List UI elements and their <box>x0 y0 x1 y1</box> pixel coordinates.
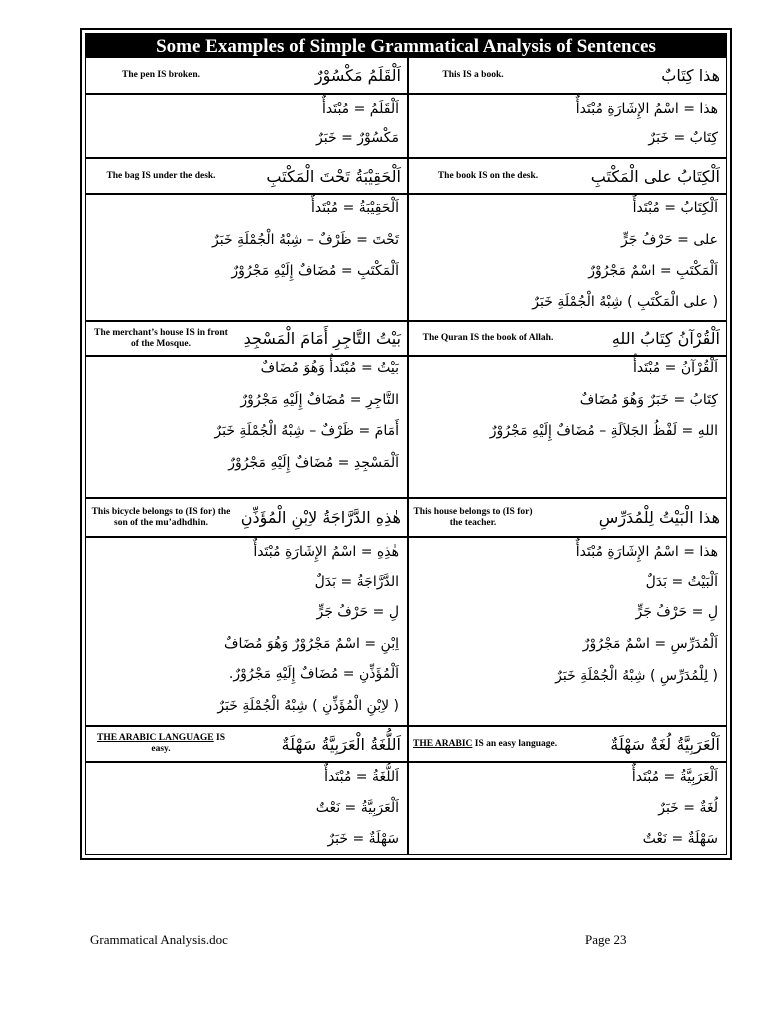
english-sentence: This IS a book. <box>442 70 504 80</box>
analysis-line: لُغَةٌ = خَبَرٌ <box>658 800 718 816</box>
analysis-block <box>409 763 726 858</box>
english-sentence: The Quran IS the book of Allah. <box>422 333 554 343</box>
analysis-line: هٰذِهِ = اسْمُ الإِشَارَةِ مُبْتَدأٌ <box>253 544 399 560</box>
arabic-sentence: اَلْكِتَابُ على الْمَكْتَبِ <box>590 166 720 186</box>
english-rest: IS an easy language. <box>472 738 558 749</box>
english-sentence: The pen IS broken. <box>122 70 200 80</box>
analysis-line: ( لِلْمُدَرِّسِ ) شِبْهُ الْجُمْلَةِ خَبَرٌ <box>555 668 718 684</box>
arabic-sentence: اَلْقَلَمُ مَكْسُوْرٌ <box>314 66 401 85</box>
analysis-block <box>409 538 726 725</box>
english-sentence: This bicycle belongs to (IS for) the son of the mu’adhdhin. <box>91 506 231 528</box>
arabic-sentence: بَيْتُ التَّاجِرِ أَمَامَ الْمَسْجِدِ <box>243 329 401 348</box>
examples-table <box>80 28 732 860</box>
analysis-line: اَلْبَيْتُ = بَدَلٌ <box>645 574 718 590</box>
example-header <box>409 499 726 536</box>
analysis-line: اَلْقَلَمُ = مُبْتَدأٌ <box>321 101 399 117</box>
footer-filename: Grammatical Analysis.doc <box>90 932 228 947</box>
analysis-line: الدَّرَّاجَةُ = بَدَلٌ <box>314 574 399 590</box>
example-header <box>86 322 407 355</box>
analysis-line: ( على الْمَكْتَبِ ) شِبْهُ الْجُمْلَةِ خَبَرٌ <box>532 294 718 310</box>
example-header <box>409 322 726 355</box>
footer-page-number: Page 23 <box>585 932 627 947</box>
english-underlined: THE ARABIC LANGUAGE <box>96 733 214 743</box>
analysis-line: التَّاجِرِ = مُضَافٌ إِلَيْهِ مَجْرُوْرٌ <box>240 392 399 408</box>
analysis-line: هذا = اسْمُ الإِشَارَةِ مُبْتَدأٌ <box>575 544 718 560</box>
english-sentence: This house belongs to (IS for) the teacher. <box>413 506 533 528</box>
analysis-line: اَلْمَسْجِدِ = مُضَافٌ إِلَيْهِ مَجْرُوْرٌ <box>228 455 399 471</box>
arabic-sentence: هٰذِهِ الدَّرَّاجَةُ لاِبْنِ الْمُؤَذِّنِ <box>240 508 401 527</box>
example-header <box>86 159 407 193</box>
analysis-line: اَلْمَكْتَبِ = اسْمٌ مَجْرُوْرٌ <box>588 263 718 279</box>
analysis-line: اَلْحَقِيْبَةُ = مُبْتَدأٌ <box>310 200 399 216</box>
left-column <box>86 58 407 854</box>
analysis-line: هذا = اسْمُ الإِشَارَةِ مُبْتَدأٌ <box>575 101 718 117</box>
example-header <box>409 159 726 193</box>
analysis-line: مَكْسُوْرٌ = خَبَرٌ <box>316 130 399 146</box>
analysis-line: لِ = حَرْفُ جَرٍّ <box>635 604 718 620</box>
right-column <box>409 58 726 854</box>
analysis-block <box>409 95 726 157</box>
arabic-sentence: اَلْقُرْآنُ كِتَابُ اللهِ <box>611 329 720 348</box>
example-header <box>86 727 407 761</box>
analysis-block <box>86 538 407 725</box>
analysis-line: اَلْقُرْآنُ = مُبْتَدأٌ <box>633 360 718 376</box>
analysis-line: أَمَامَ = ظَرْفٌ – شِبْهُ الْجُمْلَةِ خَبَرٌ <box>214 423 399 439</box>
analysis-line: بَيْتُ = مُبْتَدأٌ وَهُوَ مُضَافٌ <box>260 360 399 376</box>
analysis-block <box>86 95 407 157</box>
analysis-line: اَللُّغَةُ = مُبْتَدأٌ <box>324 769 399 785</box>
analysis-line: سَهْلَةٌ = نَعْتٌ <box>642 831 718 847</box>
english-sentence: The book IS on the desk. <box>437 170 539 181</box>
analysis-line: اَلْعَرَبِيَّةُ = مُبْتَدأٌ <box>631 769 718 785</box>
arabic-sentence: اَلْحَقِيْبَةُ تَحْتَ الْمَكْتَبِ <box>266 166 401 186</box>
analysis-line: اِبْنِ = اسْمٌ مَجْرُوْرٌ وَهُوَ مُضَافٌ <box>224 636 399 652</box>
example-header <box>86 499 407 536</box>
analysis-line: اَلْمُؤَذِّنِ = مُضَافٌ إِلَيْهِ مَجْرُوْرٌ. <box>228 666 399 682</box>
analysis-block <box>86 357 407 497</box>
analysis-line: كِتَابٌ = خَبَرٌ <box>648 130 718 146</box>
analysis-line: تَحْتَ = ظَرْفٌ – شِبْهُ الْجُمْلَةِ خَبَرٌ <box>212 232 399 248</box>
analysis-line: على = حَرْفُ جَرٍّ <box>620 232 718 248</box>
analysis-block <box>409 357 726 497</box>
arabic-sentence: هذا الْبَيْتُ لِلْمُدَرِّسِ <box>598 508 720 527</box>
analysis-line: سَهْلَةٌ = خَبَرٌ <box>327 831 399 847</box>
analysis-line: اللهِ = لَفْظُ الجَلاَلَةِ – مُضَافٌ إِلَيْهِ مَجْرُوْرٌ <box>489 423 718 439</box>
analysis-block <box>86 195 407 320</box>
arabic-sentence: اَللُّغَةُ الْعَرَبِيَّةُ سَهْلَةٌ <box>281 734 401 754</box>
analysis-line: اَلْمُدَرِّسِ = اسْمٌ مَجْرُوْرٌ <box>582 636 718 652</box>
analysis-line: لِ = حَرْفُ جَرٍّ <box>316 604 399 620</box>
example-header <box>409 58 726 93</box>
english-sentence: The bag IS under the desk. <box>106 170 216 181</box>
english-sentence: The merchant’s house IS in front of the Mosque. <box>94 327 228 349</box>
arabic-sentence: اَلْعَرَبِيَّةُ لُغَةٌ سَهْلَةٌ <box>610 734 720 754</box>
analysis-line: كِتَابُ = خَبَرٌ وَهُوَ مُضَافٌ <box>579 392 718 408</box>
analysis-line: ( لاِبْنِ الْمُؤَذِّنِ ) شِبْهُ الْجُمْلَةِ خَبَرٌ <box>217 698 399 714</box>
english-underlined: THE ARABIC <box>413 738 473 749</box>
english-sentence <box>413 727 578 761</box>
arabic-sentence: هذا كِتَابٌ <box>661 66 720 85</box>
analysis-line: اَلْكِتَابُ = مُبْتَدأٌ <box>632 200 718 216</box>
table-title: Some Examples of Simple Grammatical Analysis of Sentences <box>86 34 726 58</box>
analysis-block <box>86 763 407 858</box>
example-header <box>86 58 407 93</box>
table-inner-frame <box>85 33 727 855</box>
english-rest: IS easy. <box>151 733 226 754</box>
analysis-line: اَلْعَرَبِيَّةُ = نَعْتٌ <box>315 800 399 816</box>
analysis-line: اَلْمَكْتَبِ = مُضَافٌ إِلَيْهِ مَجْرُوْرٌ <box>231 263 399 279</box>
english-sentence <box>90 727 232 761</box>
analysis-block <box>409 195 726 320</box>
example-header <box>409 727 726 761</box>
